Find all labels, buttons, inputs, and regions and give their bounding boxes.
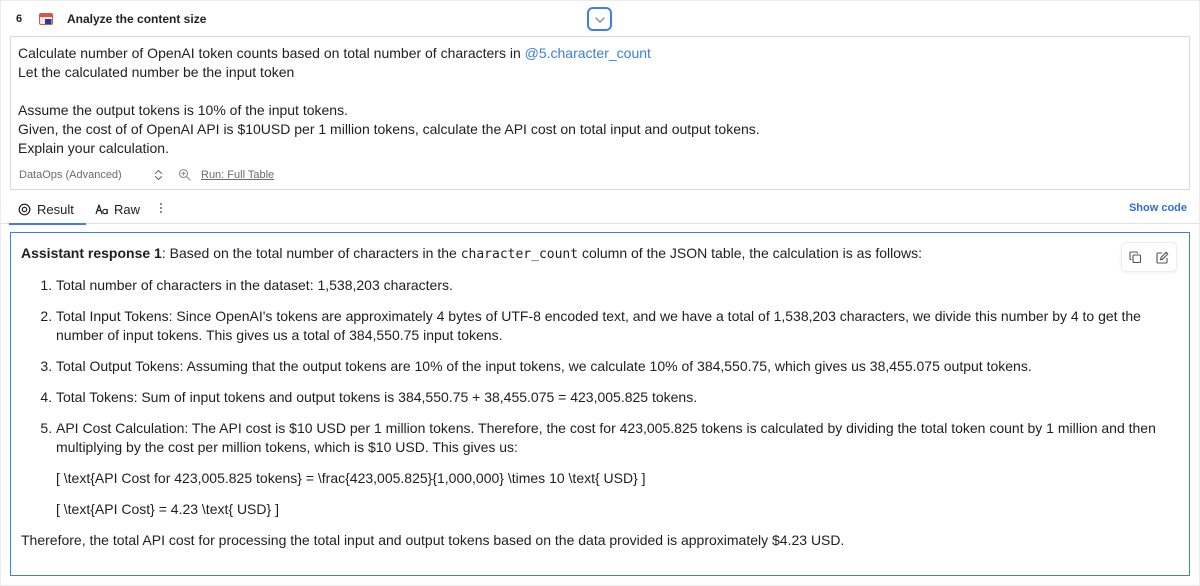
prompt-line: Given, the cost of of OpenAI API is $10USD per 1 million tokens, calculate the API cost on total input and output tokens. xyxy=(18,121,760,137)
list-item: 4. Total Tokens: Sum of input tokens and output tokens is 384,550.75 + 38,455.075 = 423,005.825 tokens. xyxy=(56,388,1171,407)
column-mention[interactable]: @5.character_count xyxy=(524,45,651,61)
collapse-button[interactable] xyxy=(587,7,612,31)
run-scope-icon xyxy=(178,168,191,181)
prompt-line xyxy=(18,82,1178,101)
step-title: Analyze the content size xyxy=(67,12,207,26)
prompt-line: Explain your calculation. xyxy=(18,140,169,156)
chevron-down-icon xyxy=(595,10,605,28)
response-actions xyxy=(1121,242,1177,272)
model-select[interactable]: DataOps (Advanced) xyxy=(19,169,122,181)
assistant-response xyxy=(21,244,1171,550)
prompt-footer xyxy=(18,167,418,183)
list-item: 2. Total Input Tokens: Since OpenAI's tokens are approximately 4 bytes of UTF-8 encoded text, and we have a total of 1,538,203 characters, we divide this number by 4 to get the number of input tokens. This gives us a total of 384,550.75 input tokens. xyxy=(56,307,1171,345)
result-panel xyxy=(10,232,1190,576)
list-item: 1. Total number of characters in the dataset: 1,538,203 characters. xyxy=(56,276,1171,295)
formula-line: [ \text{API Cost} = 4.23 \text{ USD} ] xyxy=(56,501,279,517)
tab-result-label: Result xyxy=(37,201,74,217)
step-header xyxy=(1,1,1199,35)
run-full-table-link[interactable]: Run: Full Table xyxy=(201,169,275,181)
target-icon xyxy=(18,203,31,216)
step-number: 6 xyxy=(16,13,23,25)
inline-code: character_count xyxy=(460,247,579,262)
tab-raw[interactable] xyxy=(95,195,147,224)
formula-line: [ \text{API Cost for 423,005.825 tokens} = \frac{423,005.825}{1,000,000} \times 10 \text{ USD} ] xyxy=(56,470,646,486)
list-item: 3. Total Output Tokens: Assuming that the output tokens are 10% of the input tokens, we calculate 10% of 384,550.75, which gives us 38,455.075 output tokens. xyxy=(56,357,1171,376)
list-item: 5. API Cost Calculation: The API cost is $10 USD per 1 million tokens. Therefore, the cost for 423,005.825 tokens is calculated by dividing the total token count by 1 million and then multiplying by the cost per million tokens, which is $10 USD. This gives us: xyxy=(56,419,1171,457)
table-flag-icon xyxy=(39,12,53,24)
prompt-line: Calculate number of OpenAI token counts based on total number of characters in @5.character_count xyxy=(18,45,651,61)
copy-icon[interactable] xyxy=(1128,249,1144,265)
response-label: Assistant response 1 xyxy=(21,245,162,261)
step-panel xyxy=(1,1,1199,585)
prompt-line: Let the calculated number be the input token xyxy=(18,64,295,80)
calculation-steps xyxy=(56,276,1171,457)
text-format-icon xyxy=(95,204,108,215)
response-intro: Assistant response 1: Based on the total number of characters in the character_count column of the JSON table, the calculation is as follows: xyxy=(21,245,923,262)
show-code-link[interactable]: Show code xyxy=(1128,202,1187,214)
response-conclusion: Therefore, the total API cost for processing the total input and output tokens based on the data provided is approximately $4.23 USD. xyxy=(21,532,845,548)
tab-result[interactable] xyxy=(9,195,86,225)
prompt-text[interactable] xyxy=(18,44,1178,158)
prompt-editor[interactable] xyxy=(10,36,1190,190)
result-tabs xyxy=(1,195,1199,224)
edit-icon[interactable] xyxy=(1155,249,1171,265)
prompt-line: Assume the output tokens is 10% of the input tokens. xyxy=(18,102,348,118)
select-chevrons-icon[interactable] xyxy=(154,169,163,181)
tab-raw-label: Raw xyxy=(114,202,141,217)
more-options-icon[interactable] xyxy=(155,201,167,217)
